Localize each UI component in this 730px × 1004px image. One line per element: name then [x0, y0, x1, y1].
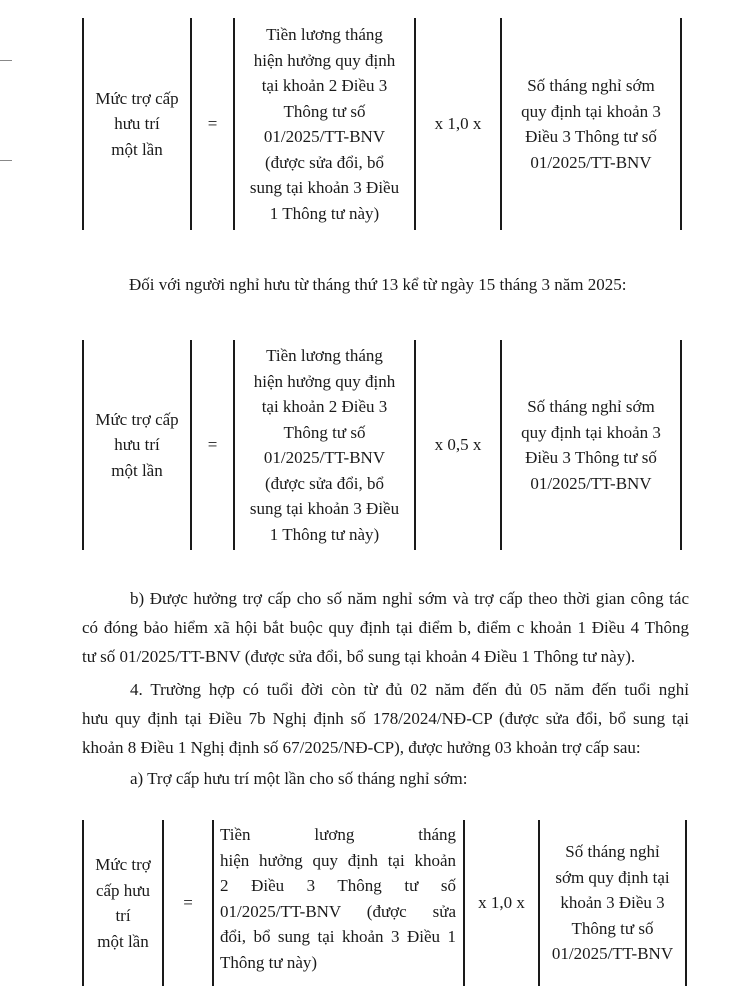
- formula-factor: x 1,0 x: [434, 114, 482, 134]
- text-line: 4. Trường hợp có tuổi đời còn từ đủ 02 năm đến đủ 05 năm đến tuổi nghỉ: [130, 680, 689, 699]
- formula-months: Số tháng nghỉ sớm quy định tại khoản 3 Điều 3 Thông tư số 01/2025/TT-BNV: [551, 842, 674, 964]
- table-border: [685, 820, 687, 986]
- formula-salary: Tiền lương tháng hiện hưởng quy định tại khoản 2 Điều 3 Thông tư số 01/2025/TT-BNV (được sửa đổi, bổ sung tại khoản 3 Điều 1 Thông tư này): [249, 25, 400, 223]
- formula-salary: [220, 822, 456, 975]
- text-line: tư số 01/2025/TT-BNV (được sửa đổi, bổ sung tại khoản 4 Điều 1 Thông tư này).: [82, 647, 636, 666]
- equals-sign: =: [207, 435, 218, 455]
- formula-factor: x 0,5 x: [434, 435, 482, 455]
- text-line: có đóng bảo hiểm xã hội bắt buộc quy định tại điểm b, điểm c khoản 1 Điều 4 Thông: [82, 618, 689, 637]
- table-border: [212, 820, 214, 986]
- text-line: Tiền lương tháng: [220, 825, 456, 844]
- text-line: khoản 8 Điều 1 Nghị định số 67/2025/NĐ-CP), được hưởng 03 khoản trợ cấp sau:: [82, 738, 641, 757]
- paragraph-condition: Đối với người nghỉ hưu từ tháng thứ 13 kể từ ngày 15 tháng 3 năm 2025:: [129, 275, 627, 294]
- text-line: b) Được hưởng trợ cấp cho số năm nghỉ sớm và trợ cấp theo thời gian công tác: [130, 589, 689, 608]
- formula-salary: Tiền lương tháng hiện hưởng quy định tại khoản 2 Điều 3 Thông tư số 01/2025/TT-BNV (được sửa đổi, bổ sung tại khoản 3 Điều 1 Thông tư này): [249, 346, 400, 544]
- text-line: hưu quy định tại Điều 7b Nghị định số 178/2024/NĐ-CP (được sửa đổi, bổ sung tại: [82, 709, 689, 728]
- equals-sign: =: [207, 114, 218, 134]
- text-line: 01/2025/TT-BNV (được sửa: [220, 901, 456, 921]
- text-line: hiện hưởng quy định tại khoản: [220, 850, 456, 870]
- formula-lhs: Mức trợ cấp hưu trí một lần: [95, 88, 179, 159]
- text-line: đổi, bổ sung tại khoản 3 Điều 1: [220, 927, 456, 946]
- formula-lhs: Mức trợ cấp hưu trí một lần: [95, 409, 179, 480]
- text-line: 2 Điều 3 Thông tư số: [220, 876, 456, 895]
- equals-sign: =: [183, 893, 193, 913]
- paragraph-a: a) Trợ cấp hưu trí một lần cho số tháng nghỉ sớm:: [130, 769, 468, 788]
- formula-factor: x 1,0 x: [478, 893, 525, 913]
- text-line: Thông tư này): [220, 952, 318, 972]
- formula-months: Số tháng nghỉ sớm quy định tại khoản 3 Điều 3 Thông tư số 01/2025/TT-BNV: [521, 397, 661, 493]
- formula-months: Số tháng nghỉ sớm quy định tại khoản 3 Điều 3 Thông tư số 01/2025/TT-BNV: [521, 76, 661, 172]
- formula-lhs: Mức trợ cấp hưu trí một lần: [95, 855, 151, 951]
